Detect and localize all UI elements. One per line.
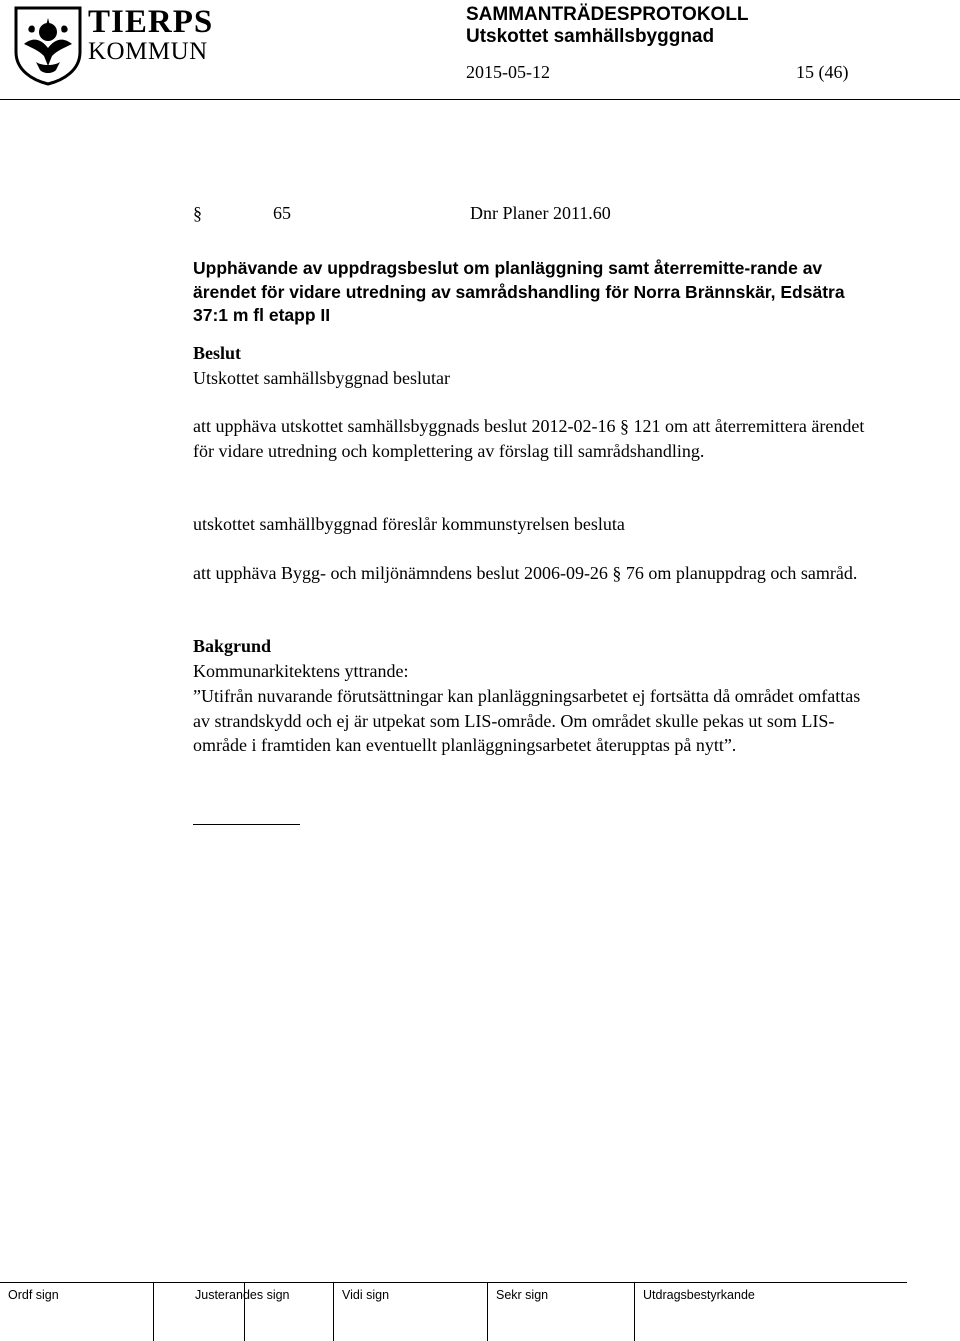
case-title: Upphävande av uppdragsbeslut om planläggning samt återremitte-rande av ärendet för vidare utredning av samrådshandling för Norra Brännskär, Edsätra 37:1 m fl etapp II — [193, 258, 845, 325]
protocol-title: SAMMANTRÄDESPROTOKOLL — [466, 4, 749, 25]
tierp-coat-of-arms-icon — [12, 4, 84, 86]
decision-paragraph: att upphäva utskottet samhällsbyggnads beslut 2012-02-16 § 121 om att återremittera ärendet för vidare utredning och komplettering av förslag till samrådshandling. — [193, 416, 865, 461]
header-divider — [0, 99, 960, 100]
case-line — [193, 201, 873, 226]
proposal-intro: utskottet samhällbyggnad föreslår kommunstyrelsen besluta — [193, 514, 625, 534]
bakgrund-heading: Bakgrund — [193, 636, 272, 656]
signature-label: Vidi sign — [342, 1288, 390, 1302]
brand-name-bottom: KOMMUN — [88, 38, 208, 65]
bakgrund-intro: Kommunarkitektens yttrande: — [193, 661, 409, 681]
signature-label: Utdragsbestyrkande — [643, 1288, 755, 1302]
signature-cell-ordf[interactable] — [0, 1283, 153, 1341]
brand-name-top: TIERPS — [88, 4, 214, 40]
signature-cell-sekr[interactable] — [487, 1283, 635, 1341]
case-dnr: Dnr Planer 2011.60 — [470, 203, 611, 223]
footnote-divider — [193, 824, 300, 825]
signature-cell-divider — [244, 1283, 334, 1341]
signature-label: Justerandes sign — [195, 1288, 290, 1302]
committee-name: Utskottet samhällsbyggnad — [466, 26, 715, 47]
beslut-heading: Beslut — [193, 343, 242, 363]
page-number: 15 (46) — [796, 62, 849, 82]
signature-cell-vidi[interactable] — [333, 1283, 488, 1341]
architect-statement: ”Utifrån nuvarande förutsättningar kan planläggningsarbetet ej fortsätta då området omfattas av strandskydd och ej är utpekat som LIS-område. Om området skulle pekas ut som LIS-område i framtiden kan eventuellt planläggningsarbetet återupptas på nytt”. — [193, 686, 861, 755]
signature-label: Sekr sign — [496, 1288, 549, 1302]
beslut-intro: Utskottet samhällsbyggnad beslutar — [193, 368, 450, 388]
case-number: 65 — [273, 203, 291, 223]
decision-paragraph: att upphäva Bygg- och miljönämndens beslut 2006-09-26 § 76 om planuppdrag och samråd. — [193, 563, 858, 583]
meeting-date: 2015-05-12 — [466, 62, 550, 82]
signature-label: Ordf sign — [8, 1288, 59, 1302]
section-sign-icon: § — [193, 203, 202, 223]
signature-cell-utdrag[interactable] — [634, 1283, 908, 1341]
